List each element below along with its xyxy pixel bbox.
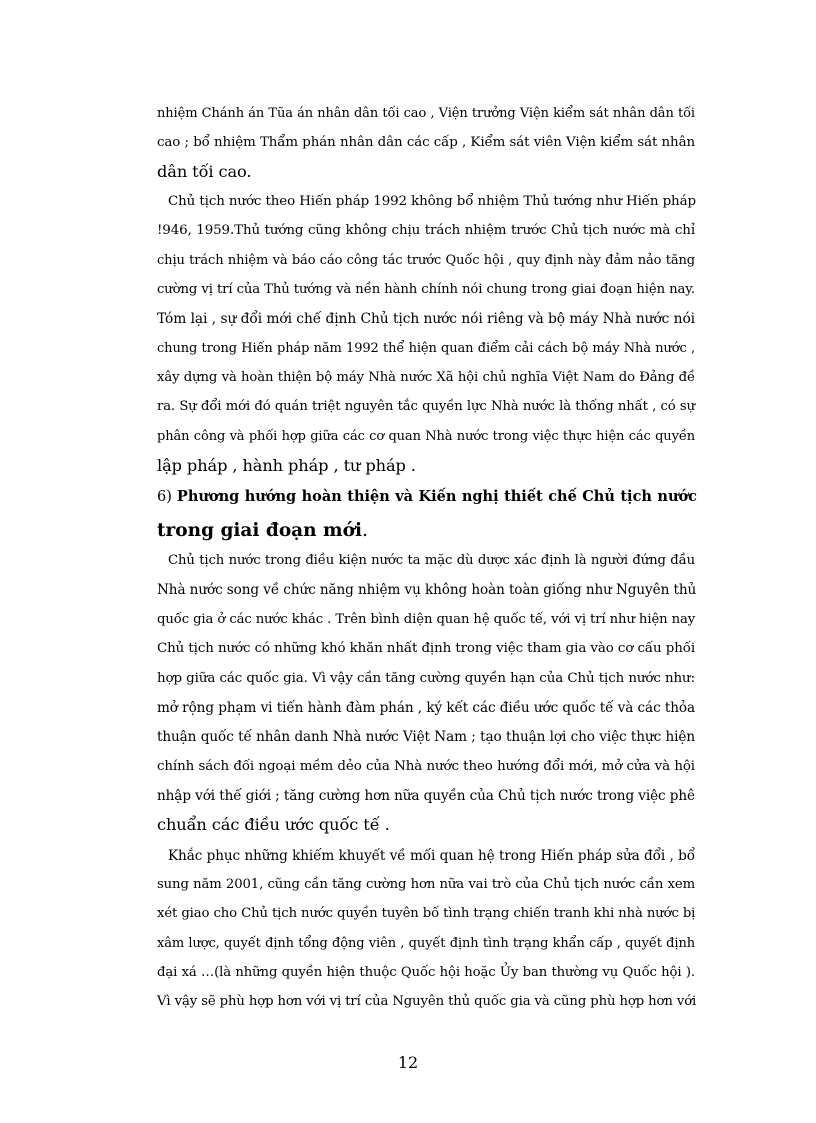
text-line: xâm lược, quyết định tổng động viên , quyết định tình trạng khẩn cấp , quyết định xyxy=(157,936,695,951)
text-line: Khắc phục những khiếm khuyết về mối quan hệ trong Hiến pháp sửa đổi , bổ xyxy=(168,848,695,864)
heading-prefix: 6) xyxy=(157,489,177,505)
text-line: Chủ tịch nước có những khó khăn nhất định trong việc tham gia vào cơ cấu phối xyxy=(157,641,695,656)
text-line: dân tối cao. xyxy=(157,162,252,181)
text-line: đại xá …(là những quyền hiện thuộc Quốc hội hoặc Ủy ban thường vụ Quốc hội ). xyxy=(157,965,695,980)
text-line: phân công và phối hợp giữa các cơ quan Nhà nước trong việc thực hiện các quyền xyxy=(157,429,695,444)
page-number: 12 xyxy=(397,1053,419,1072)
text-line: nhập với thế giới ; tăng cường hơn nữa quyền của Chủ tịch nước trong việc phê xyxy=(157,788,695,804)
text-line: sung năm 2001, cũng cần tăng cường hơn nữa vai trò của Chủ tịch nước cần xem xyxy=(157,877,695,892)
text-line: cao ; bổ nhiệm Thẩm phán nhân dân các cấp , Kiểm sát viên Viện kiểm sát nhân xyxy=(157,135,695,150)
text-line: lập pháp , hành pháp , tư pháp . xyxy=(157,456,416,475)
text-line: chuẩn các điều ước quốc tế . xyxy=(157,815,390,834)
text-line: chính sách đối ngoại mềm dẻo của Nhà nước theo hướng đổi mới, mở cửa và hội xyxy=(157,759,695,774)
text-line: Chủ tịch nước trong điều kiện nước ta mặc dù dược xác định là người đứng đầu xyxy=(168,553,695,568)
text-line: Chủ tịch nước theo Hiến pháp 1992 không bổ nhiệm Thủ tướng như Hiến pháp xyxy=(168,194,696,209)
text-line: chung trong Hiến pháp năm 1992 thể hiện quan điểm cải cách bộ máy Nhà nước , xyxy=(157,341,695,356)
text-line: Nhà nước song về chức năng nhiệm vụ không hoàn toàn giống như Nguyên thủ xyxy=(157,582,697,598)
text-line: xét giao cho Chủ tịch nước quyền tuyên bố tình trạng chiến tranh khi nhà nước bị xyxy=(157,906,696,921)
text-line: xây dựng và hoàn thiện bộ máy Nhà nước Xã hội chủ nghĩa Việt Nam do Đảng đề xyxy=(157,370,695,385)
text-line: quốc gia ở các nước khác . Trên bình diện quan hệ quốc tế, với vị trí như hiện nay xyxy=(157,612,696,627)
text-line: Vì vậy sẽ phù hợp hơn với vị trí của Nguyên thủ quốc gia và cũng phù hợp hơn với xyxy=(157,994,697,1009)
heading-line xyxy=(157,485,697,509)
text-line: cường vị trí của Thủ tướng và nền hành chính nói chung trong giai đoạn hiện nay. xyxy=(157,282,695,297)
heading-text: Phương hướng hoàn thiện và Kiến nghị thiết chế Chủ tịch nước xyxy=(176,488,697,505)
heading-line xyxy=(157,519,368,543)
text-line: mở rộng phạm vi tiến hành đàm phán , ký kết các điều ước quốc tế và các thỏa xyxy=(157,700,695,716)
text-line: !946, 1959.Thủ tướng cũng không chịu trách nhiệm trước Chủ tịch nước mà chỉ xyxy=(157,223,695,238)
text-line: ra. Sự đổi mới đó quán triệt nguyên tắc quyền lực Nhà nước là thống nhất , có sự xyxy=(157,399,695,414)
text-line: chịu trách nhiệm và báo cáo công tác trước Quốc hội , quy định này đảm nảo tăng xyxy=(157,253,695,268)
text-line: nhiệm Chánh án Tũa án nhân dân tối cao , Viện trưởng Viện kiểm sát nhân dân tối xyxy=(157,106,695,121)
text-line: Tóm lại , sự đổi mới chế định Chủ tịch nước nói riêng và bộ máy Nhà nước nói xyxy=(157,311,695,327)
text-line: thuận quốc tế nhân danh Nhà nước Việt Nam ; tạo thuận lợi cho việc thực hiện xyxy=(157,729,695,745)
text-line: hợp giữa các quốc gia. Vì vậy cần tăng cường quyền hạn của Chủ tịch nước như: xyxy=(157,671,695,686)
heading-suffix: . xyxy=(361,520,368,541)
heading-text: trong giai đoạn mới xyxy=(157,520,362,541)
